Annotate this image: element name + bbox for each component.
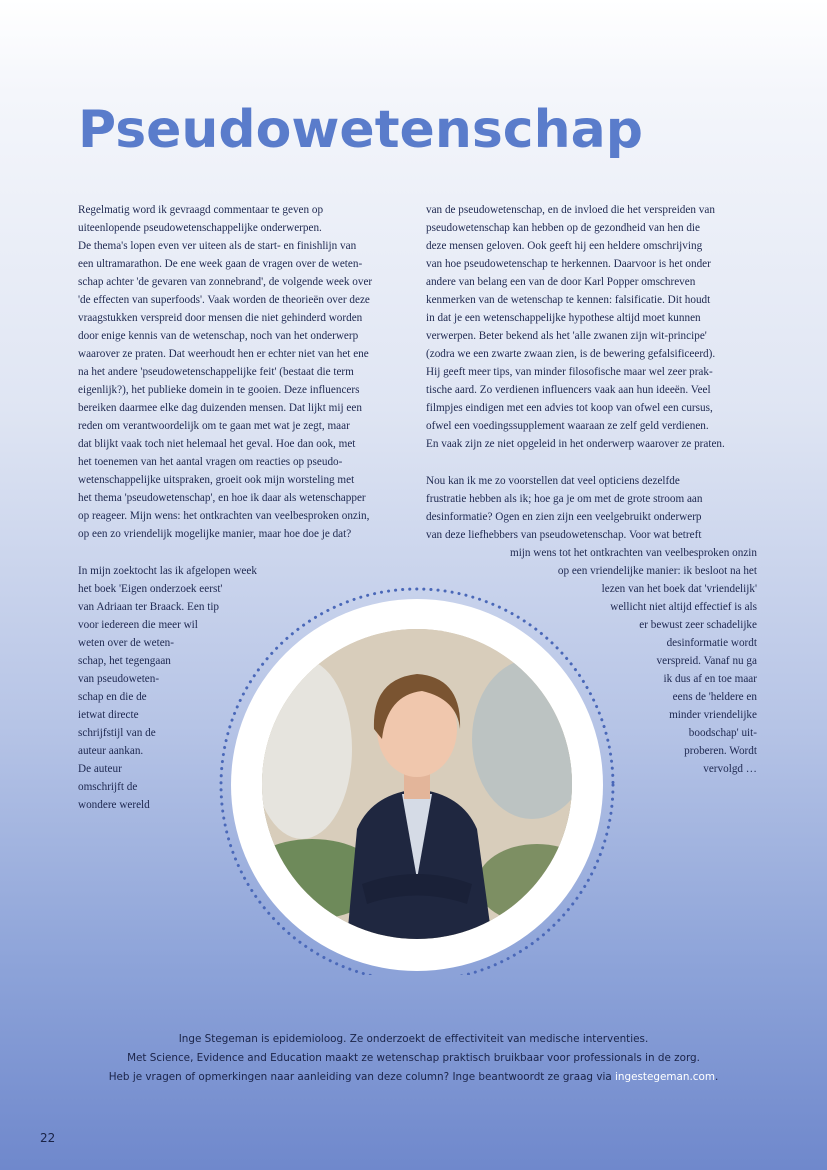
text-line: tische aard. Zo verdienen influencers vaak aan hun ideeën. Veel	[426, 384, 711, 396]
text-line: uiteenlopende pseudowetenschappelijke onderwerpen.	[78, 222, 322, 234]
text-line: andere van belang een van de door Karl Popper omschreven	[426, 276, 696, 288]
text-line: wetenschappelijke uitspraken, groeit ook mijn worsteling met	[78, 474, 355, 486]
text-line: schap, het tegengaan	[78, 655, 171, 667]
website-link[interactable]: ingestegeman.com	[615, 1071, 715, 1083]
text-line: kenmerken van de wetenschap te kennen: falsificatie. Dit houdt	[426, 294, 711, 306]
text-line: het thema 'pseudowetenschap', en hoe ik daar als wetenschapper	[78, 492, 366, 504]
text-line: schrijfstijl van de	[78, 727, 156, 739]
portrait-illustration	[262, 629, 572, 939]
text-line: verwerpen. Beter bekend als het 'alle zwanen zijn wit-principe'	[426, 330, 707, 342]
text-line: op een zo vriendelijk mogelijke manier, maar hoe doe je dat?	[78, 528, 352, 540]
text-line: ik dus af en toe maar	[663, 673, 757, 685]
text-line: proberen. Wordt	[684, 745, 757, 757]
text-line: 'de effecten van superfoods'. Vaak worden de theorieën over deze	[78, 294, 370, 306]
text-line: door enige kennis van de wetenschap, noch van het onderwerp	[78, 330, 359, 342]
text-line: eens de 'heldere en	[672, 691, 757, 703]
text-line: minder vriendelijke	[669, 709, 757, 721]
text-line: het boek 'Eigen onderzoek eerst'	[78, 583, 223, 595]
text-line: het toenemen van het aantal vragen om reacties op pseudo-	[78, 456, 343, 468]
text-line: schap en die de	[78, 691, 147, 703]
text-line: verspreid. Vanaf nu ga	[656, 655, 757, 667]
text-line: bereiken daarmee elke dag duizenden mensen. Dat lijkt mij een	[78, 402, 362, 414]
text-line: ofwel een voedingssupplement waaraan ze zelf geld verdienen.	[426, 420, 709, 432]
text-line: pseudowetenschap kan hebben op de gezondheid van hen die	[426, 222, 701, 234]
text-line: En vaak zijn ze niet opgeleid in het onderwerp waarover ze praten.	[426, 438, 725, 450]
text-line: van de pseudowetenschap, en de invloed die het verspreiden van	[426, 204, 715, 216]
page-number: 22	[40, 1131, 56, 1145]
bio-line-1: Inge Stegeman is epidemioloog. Ze onderzoekt de effectiviteit van medische interventies.	[178, 1033, 649, 1045]
text-line: na het andere 'pseudowetenschappelijke feit' (bestaat die term	[78, 366, 354, 378]
author-portrait	[262, 629, 572, 939]
text-line: mijn wens tot het ontkrachten van veelbesproken onzin	[510, 547, 757, 559]
author-bio	[0, 1030, 827, 1087]
text-line: wellicht niet altijd effectief is als	[610, 601, 757, 613]
text-line: in dat je een wetenschappelijke hypothese altijd moet kunnen	[426, 312, 701, 324]
text-line: (zodra we een zwarte zwaan zien, is de bewering gefalsificeerd).	[426, 348, 716, 360]
text-line: In mijn zoektocht las ik afgelopen week	[78, 565, 257, 577]
text-line: van pseudoweten-	[78, 673, 160, 685]
text-line: desinformatie? Ogen en zien zijn een veelgebruikt onderwerp	[426, 511, 702, 523]
article-column-left	[78, 201, 408, 561]
bio-line-3: Heb je vragen of opmerkingen naar aanleiding van deze column? Inge beantwoordt ze graag via ingestegeman.com.	[108, 1071, 719, 1083]
article-column-right	[426, 201, 766, 471]
paragraph-intro	[78, 201, 408, 543]
text-line: De thema's lopen even ver uiteen als de start- en finishlijn van	[78, 240, 357, 252]
text-line: deze mensen geloven. Ook geeft hij een heldere omschrijving	[426, 240, 703, 252]
text-line: op reageer. Mijn wens: het ontkrachten van veelbesproken onzin,	[78, 510, 370, 522]
paragraph-popper	[426, 201, 766, 453]
text-line: frustratie hebben als ik; hoe ga je om met de grote stroom aan	[426, 493, 703, 505]
bio-line-2: Met Science, Evidence and Education maakt ze wetenschap praktisch bruikbaar voor professionals in de zorg.	[127, 1052, 700, 1064]
text-line: een ultramarathon. De ene week gaan de vragen over de weten-	[78, 258, 363, 270]
text-line: filmpjes eindigen met een advies tot koop van ofwel een cursus,	[426, 402, 713, 414]
author-photo-frame	[206, 585, 626, 975]
text-line: reden om verantwoordelijk om te gaan met wat je zegt, maar	[78, 420, 350, 432]
text-line: weten over de weten-	[78, 637, 174, 649]
text-line: op een vriendelijke manier: ik besloot na het	[557, 565, 757, 577]
text-line: ietwat directe	[78, 709, 139, 721]
text-line: wondere wereld	[78, 799, 150, 811]
text-line: Regelmatig word ik gevraagd commentaar te geven op	[78, 204, 324, 216]
text-line: schap achter 'de gevaren van zonnebrand', de volgende week over	[78, 276, 373, 288]
text-line: van hoe pseudowetenschap te herkennen. Daarvoor is het onder	[426, 258, 711, 270]
text-line: auteur aankan.	[78, 745, 144, 757]
text-line: eigenlijk?), het publieke domein in te gooien. Deze influencers	[78, 384, 360, 396]
text-line: omschrijft de	[78, 781, 138, 793]
text-line: De auteur	[78, 763, 122, 775]
text-line: vraagstukken verspreid door mensen die niet gehinderd worden	[78, 312, 363, 324]
text-line: Hij geeft meer tips, van minder filosofische maar wel zeer prak-	[426, 366, 713, 378]
text-line: voor iedereen die meer wil	[78, 619, 198, 631]
text-line: desinformatie wordt	[666, 637, 757, 649]
text-line: van deze liefhebbers van pseudowetenschap. Voor wat betreft	[426, 529, 702, 541]
text-line: dat blijkt vaak toch niet helemaal het geval. Hoe dan ook, met	[78, 438, 356, 450]
text-line: boodschap' uit-	[688, 727, 757, 739]
text-line: Nou kan ik me zo voorstellen dat veel opticiens dezelfde	[426, 475, 680, 487]
text-line: vervolgd …	[703, 763, 757, 775]
text-line: waarover ze praten. Dat weerhoudt hen er echter niet van het ene	[78, 348, 369, 360]
text-line: lezen van het boek dat 'vriendelijk'	[601, 583, 757, 595]
text-line: van Adriaan ter Braack. Een tip	[78, 601, 220, 613]
text-line: er bewust zeer schadelijke	[639, 619, 757, 631]
page-title: Pseudowetenschap	[78, 100, 643, 160]
